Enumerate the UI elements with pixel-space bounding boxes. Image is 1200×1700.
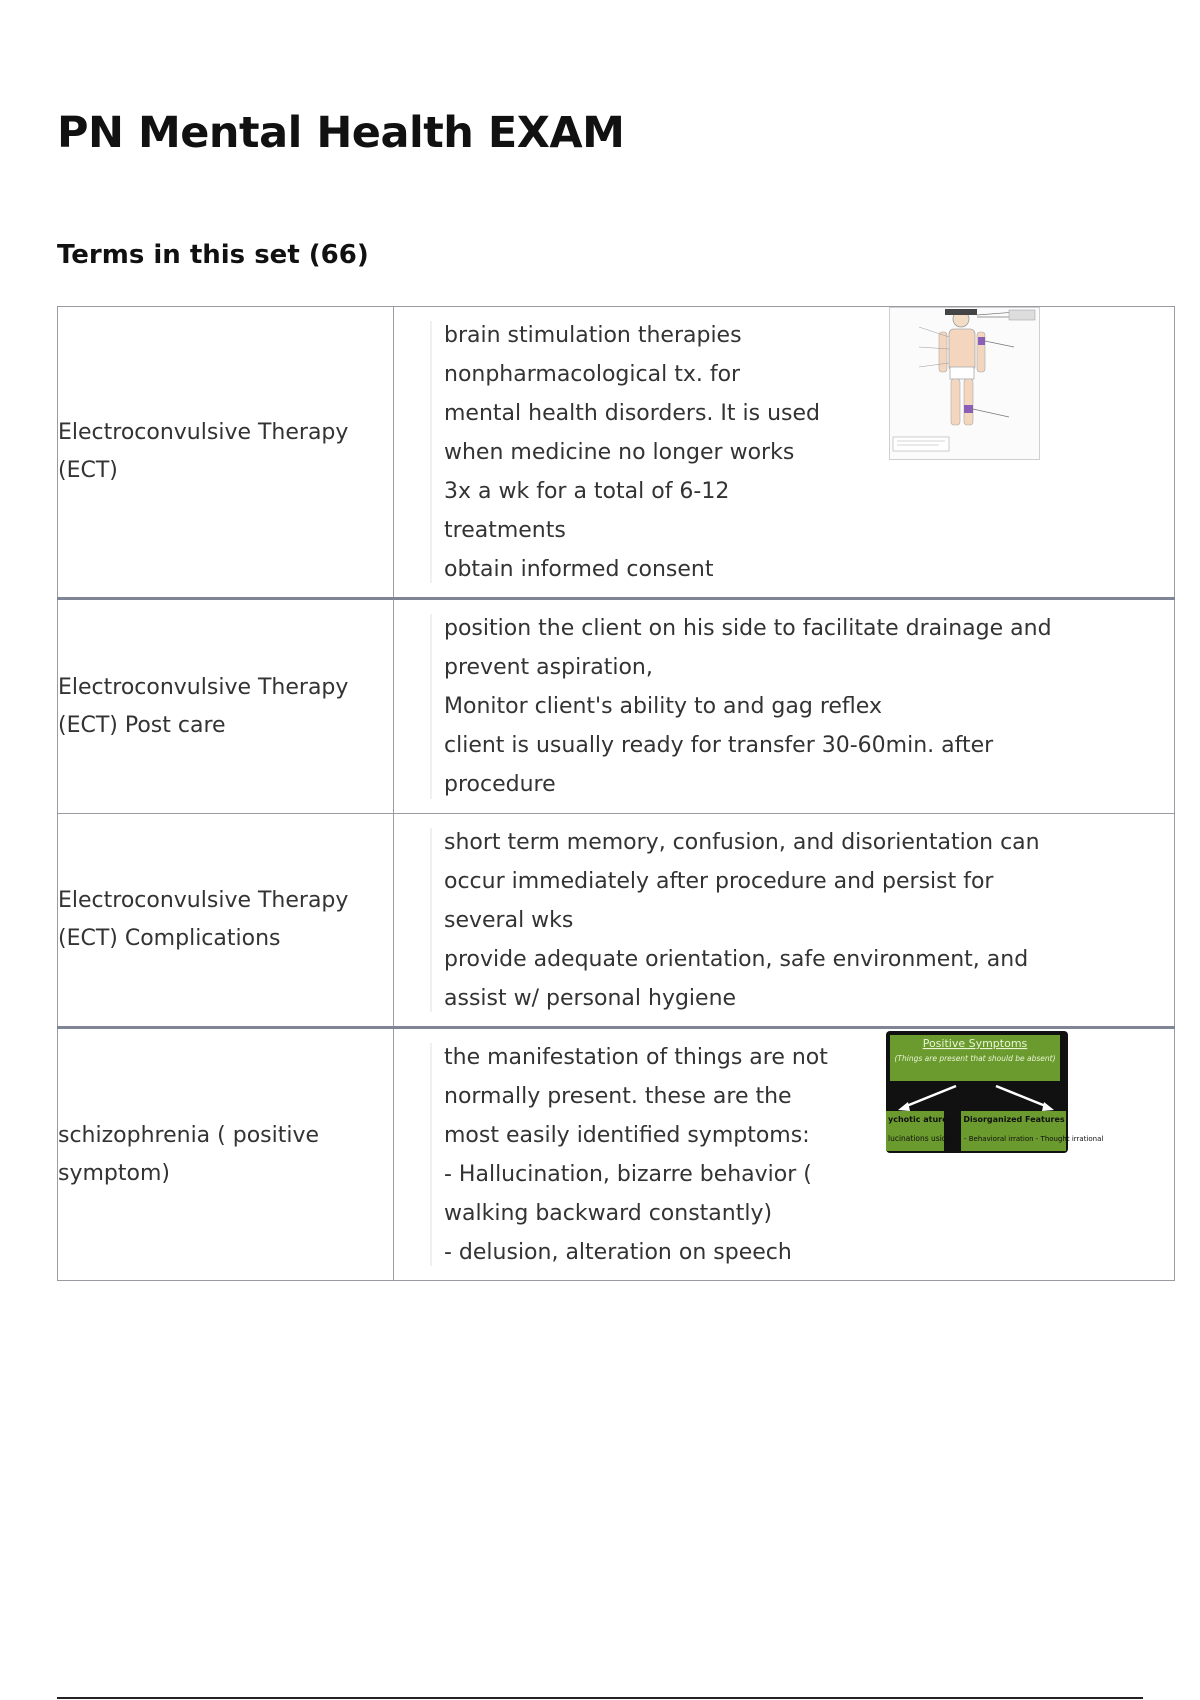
term-text: Electroconvulsive Therapy (ECT) Post care [58, 674, 349, 738]
definition-cell [394, 1028, 1175, 1281]
definition-cell [394, 599, 1175, 814]
term-text: Electroconvulsive Therapy (ECT) Complications [58, 888, 349, 951]
term-cell [58, 599, 394, 814]
diagram-header-sub: (Things are present that should be absent) [894, 1054, 1056, 1063]
definition-cell [394, 307, 1175, 599]
definition-line: Monitor client's ability to and gag reflex [444, 694, 882, 719]
diagram-left-title: ychotic atures [888, 1115, 953, 1124]
diagram-left-items: lucinations usions [888, 1134, 956, 1143]
definition-line: walking backward constantly) [444, 1200, 773, 1226]
definition-line: the manifestation of things are not [444, 1044, 828, 1070]
definition-line: client is usually ready for transfer 30-60min. after [444, 733, 994, 758]
ect-body-diagram-image [889, 307, 1044, 473]
definition-line: position the client on his side to facilitate drainage and [444, 616, 1052, 641]
definition-line: occur immediately after procedure and persist for [444, 868, 994, 894]
diagram-right-items: - Behavioral irration - Thought irrational [964, 1135, 1104, 1143]
term-text: Electroconvulsive Therapy (ECT) [58, 420, 349, 483]
definition-line: - delusion, alteration on speech [444, 1239, 792, 1265]
definition-line: procedure [444, 772, 556, 797]
table-row [58, 1028, 1175, 1281]
diagram-right-title: Disorganized Features [963, 1115, 1065, 1124]
definition-line: nonpharmacological tx. for [444, 361, 741, 387]
definition-line: mental health disorders. It is used [444, 400, 820, 426]
term-cell [58, 307, 394, 599]
terms-count-heading: Terms in this set (66) [57, 240, 369, 270]
definition-line: - Hallucination, bizarre behavior ( [444, 1161, 812, 1187]
footer-divider [57, 1697, 1143, 1699]
definition-line: when medicine no longer works [444, 439, 795, 465]
definition-line: most easily identified symptoms: [444, 1122, 810, 1148]
term-cell [58, 814, 394, 1028]
definition-line: provide adequate orientation, safe environment, and [444, 946, 1029, 972]
definition-line: treatments [444, 517, 566, 543]
definition-line: normally present. these are the [444, 1083, 792, 1109]
diagram-header: Positive Symptoms [922, 1037, 1028, 1050]
definition-line: several wks [444, 907, 574, 933]
table-row [58, 814, 1175, 1028]
definition-line: brain stimulation therapies [444, 322, 742, 348]
term-text: schizophrenia ( positive symptom) [58, 1122, 320, 1186]
definition-line: short term memory, confusion, and disorientation can [444, 829, 1040, 855]
definition-line: obtain informed consent [444, 556, 714, 582]
table-row [58, 307, 1175, 599]
table-row [58, 599, 1175, 814]
definition-line: assist w/ personal hygiene [444, 985, 737, 1011]
definition-line: 3x a wk for a total of 6-12 [444, 478, 730, 504]
page-title: PN Mental Health EXAM [57, 108, 625, 158]
positive-symptoms-diagram-image [886, 1031, 1104, 1166]
terms-table [57, 306, 1175, 1281]
definition-cell [394, 814, 1175, 1028]
definition-line: prevent aspiration, [444, 655, 653, 680]
term-cell [58, 1028, 394, 1281]
